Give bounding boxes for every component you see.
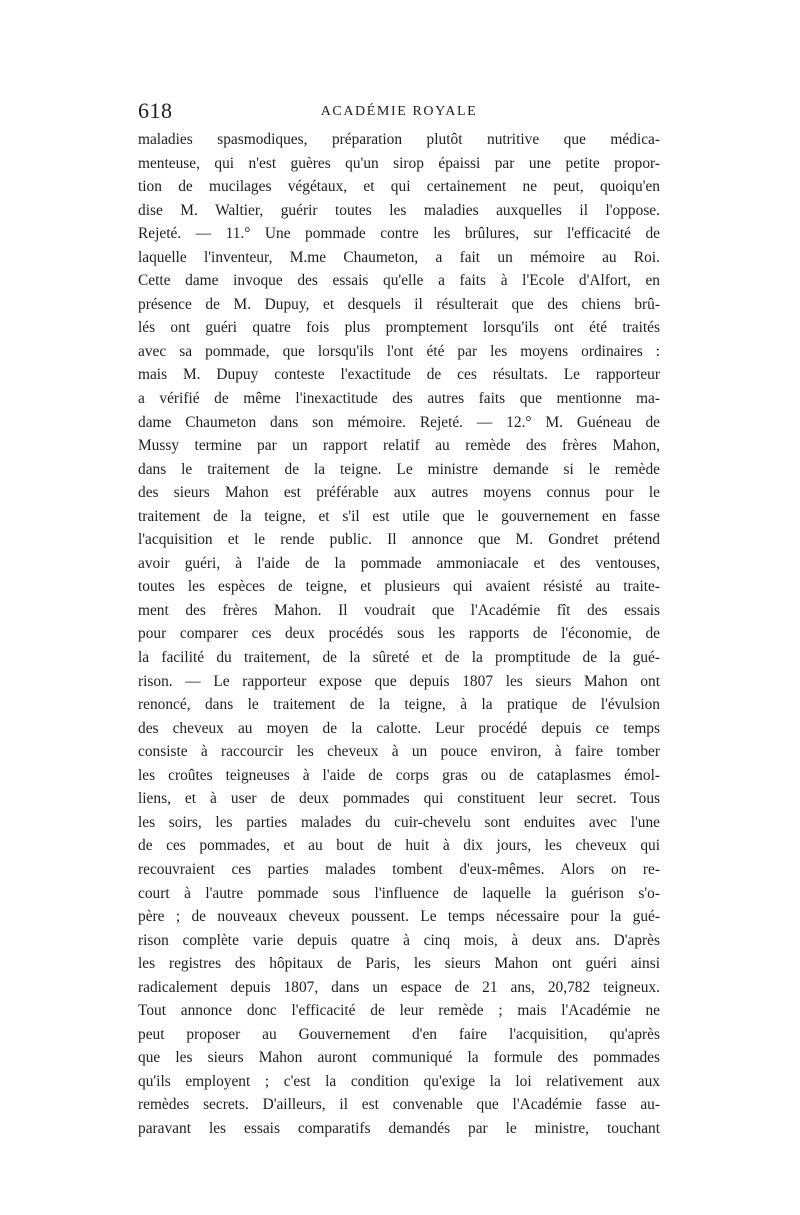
text-line: avoir guéri, à l'aide de la pommade ammoniacale et des ventouses,	[138, 554, 660, 572]
running-title: ACADÉMIE ROYALE	[320, 104, 478, 119]
text-line: que les sieurs Mahon auront communiqué la formule des pommades	[138, 1049, 660, 1067]
text-line: pour comparer ces deux procédés sous les rapports de l'économie, de	[138, 625, 660, 643]
text-line: des cheveux au moyen de la calotte. Leur procédé depuis ce temps	[138, 719, 660, 737]
text-line: recouvraient ces parties malades tombent d'eux-mêmes. Alors on re-	[138, 860, 660, 878]
page-header	[138, 98, 660, 126]
text-line: lés ont guéri quatre fois plus promptement lorsqu'ils ont été traités	[138, 319, 660, 337]
text-line: avec sa pommade, que lorsqu'ils l'ont été par les moyens ordinaires :	[138, 342, 660, 360]
text-line: Rejeté. — 11.° Une pommade contre les brûlures, sur l'efficacité de	[138, 225, 660, 243]
text-line: des sieurs Mahon est préférable aux autres moyens connus pour le	[138, 484, 660, 502]
text-line: présence de M. Dupuy, et desquels il résulterait que des chiens brû-	[138, 295, 660, 313]
text-line: Cette dame invoque des essais qu'elle a faits à l'Ecole d'Alfort, en	[138, 272, 660, 290]
text-line: ment des frères Mahon. Il voudrait que l'Académie fît des essais	[138, 601, 660, 619]
body-text	[138, 128, 660, 1141]
text-line: laquelle l'inventeur, M.me Chaumeton, a fait un mémoire au Roi.	[138, 248, 660, 266]
text-line: l'acquisition et le rende public. Il annonce que M. Gondret prétend	[138, 531, 660, 549]
text-line: radicalement depuis 1807, dans un espace de 21 ans, 20,782 teigneux.	[138, 978, 660, 996]
text-line: paravant les essais comparatifs demandés par le ministre, touchant	[138, 1119, 660, 1137]
text-line: toutes les espèces de teigne, et plusieurs qui avaient résisté au traite-	[138, 578, 660, 596]
text-line: peut proposer au Gouvernement d'en faire l'acquisition, qu'après	[138, 1025, 660, 1043]
text-line: dame Chaumeton dans son mémoire. Rejeté. — 12.° M. Guéneau de	[138, 413, 660, 431]
text-line: les croûtes teigneuses à l'aide de corps gras ou de cataplasmes émol-	[138, 766, 660, 784]
text-line: les registres des hôpitaux de Paris, les sieurs Mahon ont guéri ainsi	[138, 955, 660, 973]
text-line: court à l'autre pommade sous l'influence de laquelle la guérison s'o-	[138, 884, 660, 902]
text-line: qu'ils employent ; c'est la condition qu'exige la loi relativement aux	[138, 1072, 660, 1090]
text-line: les soirs, les parties malades du cuir-chevelu sont enduites avec l'une	[138, 813, 660, 831]
text-line: dise M. Waltier, guérir toutes les maladies auxquelles il l'oppose.	[138, 201, 660, 219]
text-line: père ; de nouveaux cheveux poussent. Le temps nécessaire pour la gué-	[138, 908, 660, 926]
text-line: rison complète varie depuis quatre à cinq mois, à deux ans. D'après	[138, 931, 660, 949]
text-line: mais M. Dupuy conteste l'exactitude de ces résultats. Le rapporteur	[138, 366, 660, 384]
text-line: rison. — Le rapporteur expose que depuis 1807 les sieurs Mahon ont	[138, 672, 660, 690]
text-line: consiste à raccourcir les cheveux à un pouce environ, à faire tomber	[138, 743, 660, 761]
text-line: a vérifié de même l'inexactitude des autres faits que mentionne ma-	[138, 390, 660, 408]
page-number: 618	[138, 98, 173, 123]
text-line: la facilité du traitement, de la sûreté et de la promptitude de la gué-	[138, 649, 660, 667]
text-line: renoncé, dans le traitement de la teigne, à la pratique de l'évulsion	[138, 696, 660, 714]
text-line: Tout annonce donc l'efficacité de leur remède ; mais l'Académie ne	[138, 1002, 660, 1020]
text-line: menteuse, qui n'est guères qu'un sirop épaissi par une petite propor-	[138, 154, 660, 172]
text-line: Mussy termine par un rapport relatif au remède des frères Mahon,	[138, 437, 660, 455]
text-line: de ces pommades, et au bout de huit à dix jours, les cheveux qui	[138, 837, 660, 855]
text-line: liens, et à user de deux pommades qui constituent leur secret. Tous	[138, 790, 660, 808]
text-line: maladies spasmodiques, préparation plutôt nutritive que médica-	[138, 131, 660, 148]
text-line: traitement de la teigne, et s'il est utile que le gouvernement en fasse	[138, 507, 660, 525]
text-line: remèdes secrets. D'ailleurs, il est convenable que l'Académie fasse au-	[138, 1096, 660, 1114]
text-line: tion de mucilages végétaux, et qui certainement ne peut, quoiqu'en	[138, 178, 660, 196]
text-line: dans le traitement de la teigne. Le ministre demande si le remède	[138, 460, 660, 478]
